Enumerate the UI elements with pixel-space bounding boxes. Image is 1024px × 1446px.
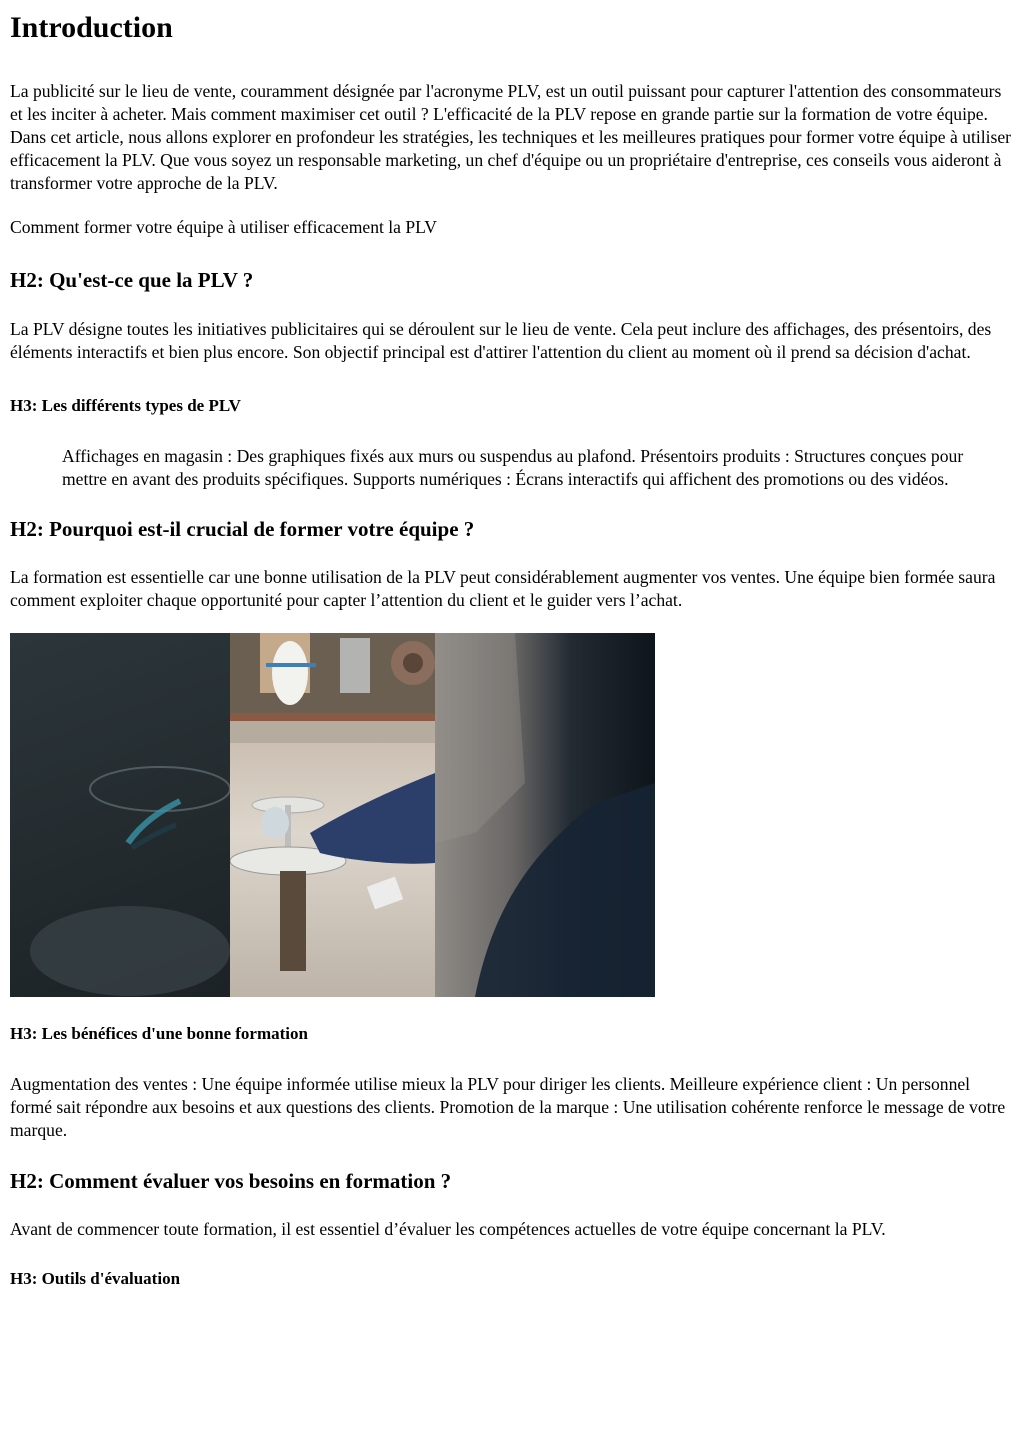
spray-scene-left <box>10 633 230 997</box>
training-benefits-list: Augmentation des ventes : Une équipe informée utilise mieux la PLV pour diriger les clients. Meilleure expérience client : Un personnel formé sait répondre aux besoins et aux questions des clients. Promotion de la marque : Une utilisation cohérente renforce le message de votre marque. <box>10 1074 1006 1140</box>
article-image <box>10 633 655 997</box>
article-subtitle: Comment former votre équipe à utiliser efficacement la PLV <box>10 217 437 237</box>
section-heading-why-train: H2: Pourquoi est-il crucial de former votre équipe ? <box>10 517 475 541</box>
image-panel-workshop <box>230 633 435 997</box>
section-heading-what-is-plv: H2: Qu'est-ce que la PLV ? <box>10 268 254 292</box>
image-panel-right <box>435 633 655 997</box>
image-panel-left <box>10 633 230 997</box>
section-text-why-train: La formation est essentielle car une bonne utilisation de la PLV peut considérablement augmenter vos ventes. Une équipe bien formée saura comment exploiter chaque opportunité pour capter l’attention du client et le guider vers l’achat. <box>10 567 996 610</box>
plv-types-list: Affichages en magasin : Des graphiques fixés aux murs ou suspendus au plafond. Présentoirs produits : Structures conçues pour mettre en avant des produits spécifiques. Supports numériques : Écrans interactifs qui affichent des promotions ou des vidéos. <box>62 446 964 489</box>
workshop-scene <box>230 633 435 997</box>
section-heading-evaluation-tools: H3: Outils d'évaluation <box>10 1269 181 1288</box>
spray-scene-right <box>435 633 655 997</box>
page-title: Introduction <box>10 11 173 44</box>
article <box>10 0 1016 1290</box>
intro-paragraph: La publicité sur le lieu de vente, couramment désignée par l'acronyme PLV, est un outil puissant pour capturer l'attention des consommateurs et les inciter à acheter. Mais comment maximiser cet outil ? L'efficacité de la PLV repose en grande partie sur la formation de votre équipe. Dans cet article, nous allons explorer en profondeur les stratégies, les techniques et les meilleures pratiques pour former votre équipe à utiliser efficacement la PLV. Que vous soyez un responsable marketing, un chef d'équipe ou un propriétaire d'entreprise, ces conseils vous aideront à transformer votre approche de la PLV. <box>10 81 1012 193</box>
section-text-what-is-plv: La PLV désigne toutes les initiatives publicitaires qui se déroulent sur le lieu de vente. Cela peut inclure des affichages, des présentoirs, des éléments interactifs et bien plus encore. Son objectif principal est d'attirer l'attention du client au moment où il prend sa décision d'achat. <box>10 319 992 362</box>
section-heading-training-benefits: H3: Les bénéfices d'une bonne formation <box>10 1024 308 1043</box>
section-text-evaluate-needs: Avant de commencer toute formation, il est essentiel d’évaluer les compétences actuelles de votre équipe concernant la PLV. <box>10 1219 886 1239</box>
section-heading-plv-types: H3: Les différents types de PLV <box>10 396 241 415</box>
section-heading-evaluate-needs: H2: Comment évaluer vos besoins en formation ? <box>10 1169 452 1193</box>
